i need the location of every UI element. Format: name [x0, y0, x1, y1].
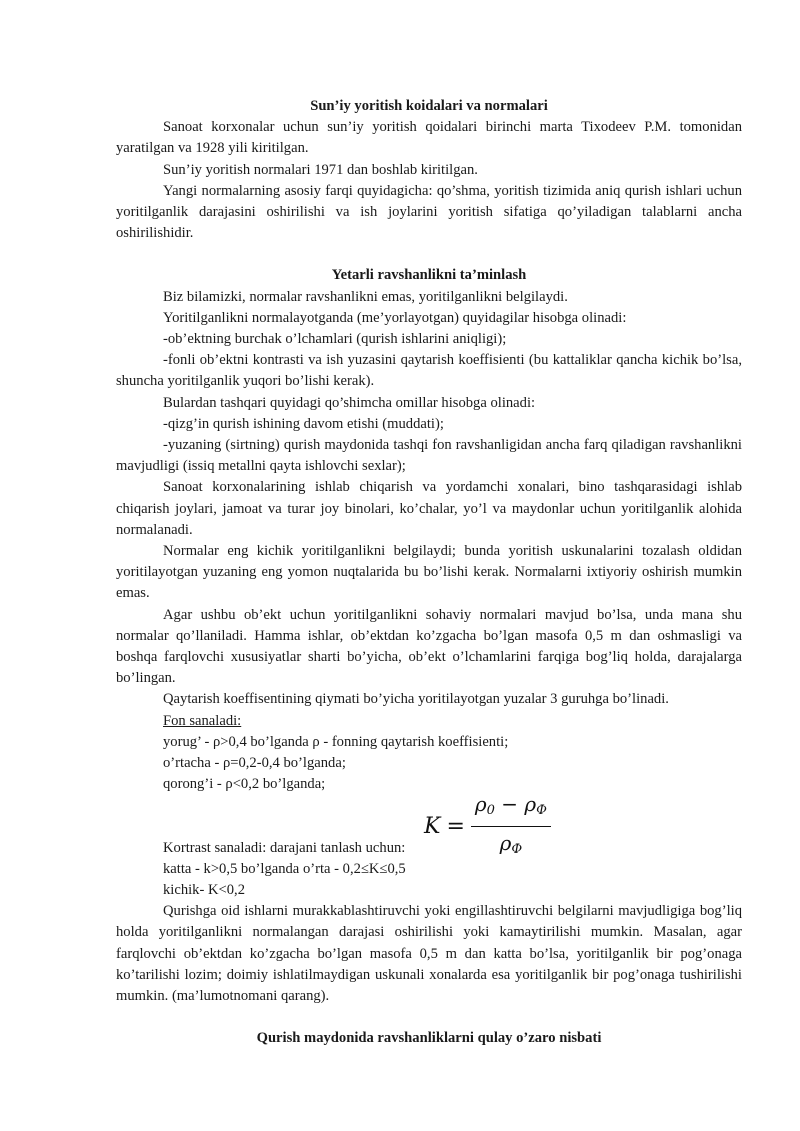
- formula-denominator: [500, 827, 523, 862]
- paragraph: Normalar eng kichik yoritilganlikni belgilaydi; bunda yoritish uskunalarini tozalash oldidan yoritilayotgan yuzaning eng yomon nuqtalarida bu bo’lishi kerak. Normalarni ixtiyoriy oshirish mumkin emas.: [116, 543, 742, 602]
- rho-symbol: ρ: [474, 791, 487, 816]
- subscript: Ф: [511, 841, 523, 857]
- rho-symbol: ρ: [524, 791, 537, 816]
- formula-lhs: K: [424, 813, 441, 839]
- paragraph: Qurishga oid ishlarni murakkablashtiruvchi yoki engillashtiruvchi belgilarni mavjudligiga bog’liq holda yoritilganlikni normalangan darajasi oshirilishi yoki kamaytirilishi mumkin. Masalan, agar farqlovchi ob’ektdan ko’zgacha bo’lgan masofa 0,5 m dan katta bo’lsa, yoritilganlik bir pog’onaga ko’tarilishi lozim; doimiy ishlatilmaydigan uskunali xonalarda esa yoritilganlik bir pog’onaga tushirilishi mumkin. (ma’lumotnomani qarang).: [116, 903, 742, 1004]
- formula-numerator: [471, 792, 551, 827]
- paragraph: Agar ushbu ob’ekt uchun yoritilganlikni sohaviy normalari mavjud bo’lsa, unda mana shu normalar qo’llaniladi. Hamma ishlar, ob’ektdan ko’zgacha bo’lgan masofa 0,5 m dan oshmasligi va boshqa farqlovchi xususiyatlar sharti bo’yicha, ob’ekt o’lchamlarini farqiga bog’liq holda, darajalarga bo’lingan.: [116, 606, 742, 687]
- subscript: 0: [486, 802, 495, 818]
- list-item: -yuzaning (sirtning) qurish maydonida tashqi fon ravshanligidan ancha farq qiladigan ravshanlikni mavjudligi (issiq metallni qayta ishlovchi sexlar);: [116, 437, 742, 475]
- paragraph: Bulardan tashqari quyidagi qo’shimcha omillar hisobga olinadi:: [163, 394, 536, 411]
- list-item: katta - k>0,5 bo’lganda o’rta - 0,2≤K≤0,5: [163, 860, 406, 877]
- underlined-label: Fon sanaladi:: [163, 712, 242, 729]
- list-item: Kortrast sanaladi: darajani tanlash uchun:: [163, 839, 406, 856]
- paragraph: Sanoat korxonalar uchun sun’iy yoritish qoidalari birinchi marta Tixodeev P.M. tomonidan yaratilgan va 1928 yili kiritilgan.: [116, 119, 742, 157]
- list-item: kichik- K<0,2: [163, 881, 245, 898]
- section-heading-2: Yetarli ravshanlikni ta’minlash: [331, 267, 527, 284]
- list-item: -ob’ektning burchak o’lchamlari (qurish ishlarini aniqligi);: [163, 331, 507, 348]
- contrast-formula-block: [116, 791, 742, 859]
- list-item: qorong’i - ρ<0,2 bo’lganda;: [163, 776, 326, 793]
- paragraph: Yoritilganlikni normalayotganda (me’yorlayotgan) quyidagilar hisobga olinadi:: [163, 309, 627, 326]
- rho-symbol: ρ: [499, 830, 512, 855]
- formula-equals: =: [446, 813, 465, 839]
- paragraph: Sanoat korxonalarining ishlab chiqarish va yordamchi xonalari, bino tashqarasidagi ishlab chiqarish joylari, jamoat va turar joy binolari, ko’chalar, yo’l va maydonlar uchun yoritilganlik alohida normalanadi.: [116, 479, 742, 538]
- list-item: yorug’ - ρ>0,4 bo’lganda ρ - fonning qaytarish koeffisienti;: [163, 733, 509, 750]
- section-heading-3: Qurish maydonida ravshanliklarni qulay o’zaro nisbati: [256, 1030, 602, 1047]
- contrast-formula: [424, 792, 551, 862]
- minus-sign: −: [501, 791, 519, 816]
- formula-fraction: [471, 792, 551, 862]
- section-heading-1: Sun’iy yoritish koidalari va normalari: [310, 98, 548, 114]
- paragraph: Qaytarish koeffisentining qiymati bo’yicha yoritilayotgan yuzalar 3 guruhga bo’linadi.: [163, 691, 669, 708]
- paragraph: Biz bilamizki, normalar ravshanlikni emas, yoritilganlikni belgilaydi.: [163, 288, 568, 305]
- list-item: -qizg’in qurish ishining davom etishi (muddati);: [163, 415, 444, 432]
- list-item: o’rtacha - ρ=0,2-0,4 bo’lganda;: [163, 755, 346, 772]
- list-item: -fonli ob’ektni kontrasti va ish yuzasini qaytarish koeffisienti (bu kattaliklar qancha kichik bo’lsa, shuncha yoritilganlik yuqori bo’lishi kerak).: [116, 352, 742, 390]
- paragraph: Sun’iy yoritish normalari 1971 dan boshlab kiritilgan.: [163, 161, 478, 178]
- paragraph: Yangi normalarning asosiy farqi quyidagicha: qo’shma, yoritish tizimida aniq qurish ishlari uchun yoritilganlik darajasini oshirilishi va ish joylarini yoritish sifatiga qo’yiladigan talablarni ancha oshirilishidir.: [116, 182, 742, 242]
- subscript: Ф: [536, 802, 547, 818]
